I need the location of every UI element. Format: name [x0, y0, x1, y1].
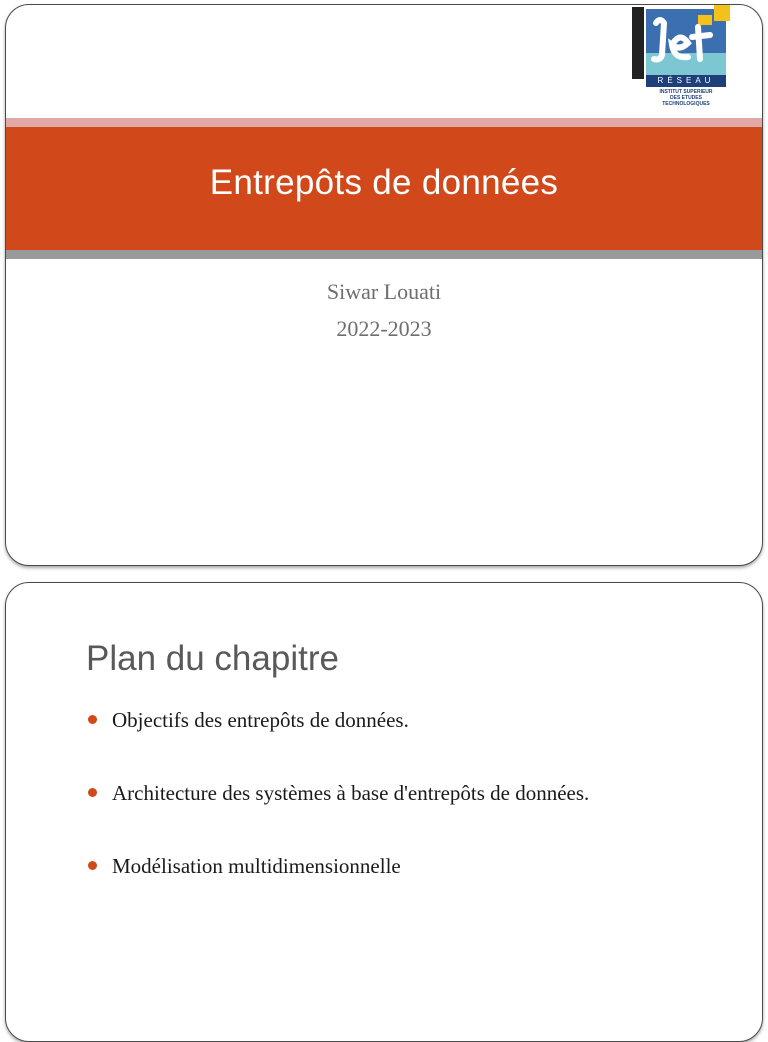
- bullet-text: Modélisation multidimensionnelle: [112, 854, 401, 878]
- logo-side-bar: [632, 7, 644, 79]
- outline-title: Plan du chapitre: [86, 639, 339, 678]
- iset-logo: [626, 5, 736, 113]
- logo-caption-line-3: TECHNOLOGIQUES: [662, 101, 710, 107]
- bullet-text: Architecture des systèmes à base d'entrepôts de données.: [112, 781, 590, 805]
- bullet-dot-icon: [88, 788, 97, 797]
- bullet-text: Objectifs des entrepôts de données.: [112, 708, 409, 732]
- title-band-bottom-stripe: [6, 250, 762, 259]
- academic-year: 2022-2023: [336, 316, 432, 341]
- logo-caption-line-1: INSTITUT SUPERIEUR: [659, 89, 713, 95]
- slide-title: Entrepôts de données: [209, 162, 559, 202]
- outline-bullet-item: [84, 776, 589, 849]
- bullet-dot-icon: [88, 861, 97, 870]
- bullet-dot-icon: [88, 715, 97, 724]
- logo-brand-mark: [650, 15, 726, 67]
- author-name: Siwar Louati: [326, 279, 442, 304]
- title-slide: [5, 4, 763, 566]
- outline-bullet-item: [84, 703, 589, 776]
- title-band: [6, 127, 762, 250]
- outline-slide: [5, 582, 763, 1042]
- logo-caption-line-2: DES ETUDES: [670, 95, 702, 101]
- outline-bullet-item: [84, 849, 589, 922]
- title-band-top-stripe: [6, 118, 762, 127]
- outline-bullet-list: [84, 703, 589, 922]
- logo-network-text: RÉSEAU: [657, 76, 715, 85]
